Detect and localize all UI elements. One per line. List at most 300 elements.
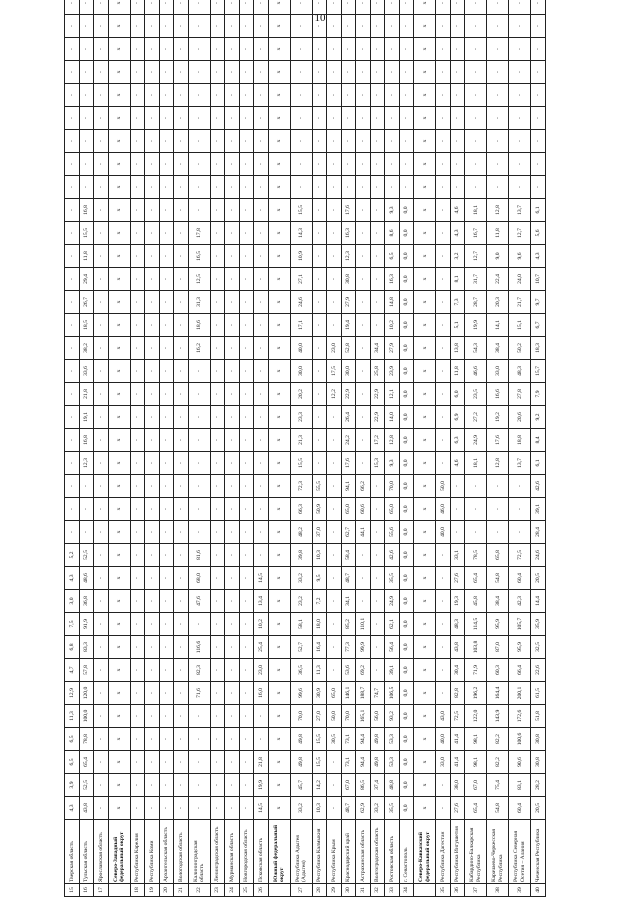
value-cell: - [174,475,189,498]
value-cell: x [268,567,290,590]
value-cell: - [239,590,254,613]
value-cell: - [159,728,174,751]
value-cell: 70,0 [385,475,400,498]
value-cell: 30,4 [450,659,465,682]
value-cell: x [414,751,436,774]
value-cell: - [145,383,160,406]
value-cell: 5,2 [65,544,80,567]
value-cell: x [108,498,130,521]
value-cell: - [327,406,342,429]
value-cell: - [254,314,269,337]
value-cell: - [239,567,254,590]
value-cell: 4,6 [450,199,465,222]
value-cell: - [188,774,210,797]
value-cell: - [465,61,487,84]
value-cell: - [356,452,371,475]
value-cell: - [188,429,210,452]
value-cell: - [312,107,327,130]
value-cell: - [254,406,269,429]
value-cell: - [145,452,160,475]
value-cell: - [436,314,451,337]
value-cell: 48,8 [385,774,400,797]
value-cell: x [414,544,436,567]
value-cell: - [436,774,451,797]
value-cell: - [356,544,371,567]
value-cell: 22,9 [341,383,356,406]
value-cell: - [225,567,240,590]
value-cell: - [130,567,145,590]
value-cell: - [509,130,531,153]
value-cell: 172,6 [509,705,531,728]
value-cell: x [108,429,130,452]
value-cell: x [268,682,290,705]
value-cell: - [210,15,225,38]
value-cell: - [341,38,356,61]
region-name-cell: Астраханская область [356,820,371,884]
value-cell: - [130,15,145,38]
value-cell: - [94,498,109,521]
value-cell: 0,0 [399,498,414,521]
value-cell: 14,0 [385,406,400,429]
table-row [225,0,240,897]
value-cell: - [174,659,189,682]
value-cell: 50,0 [327,705,342,728]
value-cell: - [254,383,269,406]
value-cell: - [145,498,160,521]
value-cell: - [436,107,451,130]
value-cell: - [159,291,174,314]
value-cell: 122,0 [465,705,487,728]
value-cell: 55,6 [385,521,400,544]
value-cell: - [356,268,371,291]
value-cell: - [225,498,240,521]
value-cell: - [239,751,254,774]
value-cell: 22,9 [370,406,385,429]
value-cell: - [312,199,327,222]
value-cell: - [385,107,400,130]
value-cell: - [94,337,109,360]
value-cell: - [356,38,371,61]
value-cell: x [108,567,130,590]
value-cell: 11,3 [65,705,80,728]
value-cell: - [174,751,189,774]
row-number-cell: 38 [487,884,509,897]
value-cell: - [487,130,509,153]
value-cell: x [268,107,290,130]
value-cell: 17,5 [327,360,342,383]
value-cell: 18,3 [531,337,546,360]
region-name-cell: Республика Карелия [130,820,145,884]
value-cell: 62,7 [341,521,356,544]
value-cell: 17,6 [487,429,509,452]
value-cell: 58,4 [341,544,356,567]
value-cell: 45,7 [290,774,312,797]
row-number-cell: 37 [465,884,487,897]
table-row [312,0,327,897]
value-cell: - [385,153,400,176]
value-cell: 86,5 [356,774,371,797]
value-cell: x [108,544,130,567]
value-cell: x [414,406,436,429]
value-cell: - [210,751,225,774]
value-cell: - [450,130,465,153]
value-cell: 40,0 [436,521,451,544]
value-cell: 73,1 [341,751,356,774]
value-cell: - [290,84,312,107]
value-cell: - [210,636,225,659]
value-cell: x [414,360,436,383]
row-number-cell: 33 [385,884,400,897]
value-cell: - [327,636,342,659]
value-cell: - [327,268,342,291]
value-cell: 10,3 [312,797,327,820]
value-cell: 65,0 [385,498,400,521]
value-cell: - [341,176,356,199]
value-cell: 62,1 [385,613,400,636]
value-cell: 72,5 [450,705,465,728]
value-cell: 65,0 [327,682,342,705]
value-cell: 30,8 [531,728,546,751]
value-cell: - [174,245,189,268]
value-cell: - [239,636,254,659]
value-cell: x [268,705,290,728]
value-cell: - [239,797,254,820]
value-cell: - [531,0,546,15]
region-name-cell: Южный федеральный округ [268,820,290,884]
value-cell: - [327,176,342,199]
value-cell: - [239,176,254,199]
value-cell: - [130,84,145,107]
value-cell: 116,6 [188,636,210,659]
value-cell: x [108,613,130,636]
value-cell: - [436,429,451,452]
value-cell: 72,3 [290,475,312,498]
value-cell: x [268,15,290,38]
value-cell: 68,0 [188,567,210,590]
value-cell: - [531,38,546,61]
value-cell: - [210,314,225,337]
value-cell: - [370,636,385,659]
value-cell: 19,4 [341,314,356,337]
value-cell: - [174,176,189,199]
value-cell: - [370,498,385,521]
value-cell: 15,5 [290,452,312,475]
value-cell: 10,9 [290,245,312,268]
value-cell: - [174,268,189,291]
value-cell: - [174,797,189,820]
value-cell: 53,6 [341,659,356,682]
value-cell: x [414,61,436,84]
region-name-cell: Республика Северная Осетия – Алания [509,820,531,884]
value-cell: - [254,84,269,107]
value-cell: - [356,406,371,429]
value-cell: 73,1 [341,728,356,751]
value-cell: 18,1 [465,452,487,475]
value-cell: - [145,751,160,774]
value-cell: - [370,38,385,61]
value-cell: - [254,107,269,130]
row-number-cell [414,884,436,897]
value-cell: 23,9 [385,360,400,383]
value-cell: - [225,61,240,84]
value-cell: x [108,797,130,820]
value-cell: - [130,314,145,337]
value-cell: 110,1 [356,613,371,636]
value-cell: 0,0 [399,774,414,797]
row-number-cell: 21 [174,884,189,897]
value-cell: x [108,659,130,682]
value-cell: - [210,107,225,130]
value-cell: 0,0 [399,268,414,291]
value-cell: 0,0 [399,199,414,222]
value-cell: x [268,360,290,383]
value-cell: 4,7 [65,659,80,682]
value-cell: 12,7 [465,245,487,268]
value-cell: - [65,15,80,38]
value-cell: x [268,337,290,360]
value-cell: - [225,245,240,268]
value-cell: 3,9 [65,774,80,797]
value-cell: - [145,153,160,176]
value-cell: - [327,245,342,268]
value-cell: 106,5 [385,682,400,705]
value-cell: - [356,199,371,222]
value-cell: - [65,199,80,222]
value-cell: - [210,360,225,383]
value-cell: - [145,314,160,337]
value-cell: 3,2 [450,245,465,268]
value-cell: - [509,475,531,498]
value-cell: - [225,590,240,613]
value-cell: - [370,475,385,498]
value-cell: - [65,245,80,268]
value-cell: - [79,130,94,153]
value-cell: - [145,613,160,636]
value-cell: 16,6 [487,383,509,406]
value-cell: - [159,268,174,291]
value-cell: 58,1 [290,613,312,636]
value-cell: x [268,38,290,61]
region-name-cell: Северо-Кавказский федеральный округ [414,820,436,884]
value-cell: 40,0 [290,337,312,360]
value-cell: - [145,659,160,682]
value-cell: - [385,84,400,107]
value-cell: - [312,406,327,429]
value-cell: - [356,176,371,199]
value-cell: - [239,659,254,682]
value-cell: - [210,84,225,107]
value-cell: - [327,498,342,521]
tariff-table [64,0,546,897]
value-cell: 7,9 [531,383,546,406]
value-cell: - [65,406,80,429]
value-cell: - [312,130,327,153]
value-cell: 20,6 [509,406,531,429]
value-cell: 27,9 [385,337,400,360]
value-cell: 54,8 [487,797,509,820]
value-cell: - [159,521,174,544]
value-cell: 37,4 [370,774,385,797]
value-cell: - [79,0,94,15]
value-cell: x [268,314,290,337]
value-cell: 9,5 [312,567,327,590]
value-cell: 30,9 [312,682,327,705]
table-row [450,0,465,897]
value-cell: 100,0 [79,705,94,728]
value-cell: - [509,107,531,130]
value-cell: - [130,38,145,61]
value-cell: - [239,153,254,176]
value-cell: x [108,107,130,130]
value-cell: - [65,360,80,383]
value-cell: - [370,245,385,268]
value-cell: - [254,15,269,38]
value-cell: - [341,0,356,15]
value-cell: 38,0 [450,774,465,797]
value-cell: - [65,0,80,15]
value-cell: - [327,291,342,314]
value-cell: x [268,544,290,567]
value-cell: - [210,130,225,153]
value-cell: - [130,774,145,797]
value-cell: 18,0 [312,613,327,636]
value-cell: - [174,153,189,176]
value-cell: 16,7 [465,222,487,245]
value-cell: - [239,15,254,38]
value-cell: 9,6 [509,245,531,268]
value-cell: x [108,774,130,797]
value-cell: - [210,61,225,84]
value-cell: x [414,337,436,360]
value-cell: 27,9 [341,291,356,314]
value-cell: - [327,314,342,337]
value-cell: - [210,774,225,797]
value-cell: - [239,130,254,153]
value-cell: - [130,61,145,84]
value-cell: 0,0 [399,705,414,728]
value-cell: - [436,337,451,360]
value-cell: - [174,199,189,222]
row-number-cell: 23 [210,884,225,897]
value-cell: - [188,728,210,751]
value-cell: 27,1 [290,268,312,291]
value-cell: - [531,176,546,199]
value-cell: 60,3 [487,659,509,682]
value-cell: - [436,61,451,84]
value-cell: 43,0 [436,705,451,728]
value-cell: 22,9 [370,383,385,406]
value-cell: x [108,314,130,337]
value-cell: - [465,0,487,15]
value-cell: - [94,452,109,475]
value-cell: - [174,682,189,705]
value-cell: - [174,38,189,61]
table-row [159,0,174,897]
value-cell: 0,0 [399,360,414,383]
value-cell: 20,5 [531,567,546,590]
value-cell: 0,0 [399,314,414,337]
value-cell: - [225,15,240,38]
value-cell: 21,7 [509,291,531,314]
value-cell: - [188,475,210,498]
value-cell: - [210,222,225,245]
value-cell: 81,6 [188,544,210,567]
value-cell: - [356,0,371,15]
value-cell: - [356,153,371,176]
value-cell: - [94,521,109,544]
value-cell: - [436,567,451,590]
row-number-cell: 22 [188,884,210,897]
value-cell: - [130,268,145,291]
value-cell: - [239,728,254,751]
value-cell: - [174,360,189,383]
value-cell: 94,4 [356,728,371,751]
value-cell: x [108,475,130,498]
value-cell: - [225,475,240,498]
value-cell: 7,2 [312,590,327,613]
value-cell: 6,1 [531,199,546,222]
value-cell: - [399,176,414,199]
value-cell: - [370,222,385,245]
value-cell: x [414,682,436,705]
value-cell: x [414,613,436,636]
value-cell: 25,4 [254,636,269,659]
value-cell: 4,6 [450,452,465,475]
value-cell: - [436,153,451,176]
value-cell: - [94,774,109,797]
region-name-cell: Ростовская область [385,820,400,884]
value-cell: 38,2 [79,337,94,360]
value-cell: 0,0 [399,636,414,659]
value-cell: 15,7 [531,360,546,383]
value-cell: - [94,199,109,222]
value-cell: - [65,314,80,337]
value-cell: - [327,429,342,452]
value-cell: - [239,774,254,797]
value-cell: - [487,475,509,498]
value-cell: - [312,314,327,337]
value-cell: - [225,705,240,728]
value-cell: - [225,613,240,636]
value-cell: 6,8 [65,636,80,659]
value-cell: x [414,199,436,222]
value-cell: - [239,107,254,130]
value-cell: - [174,567,189,590]
value-cell: - [225,659,240,682]
value-cell: x [268,291,290,314]
value-cell: 24,0 [509,268,531,291]
value-cell: 27,6 [450,567,465,590]
region-name-cell: Тульская область [79,820,94,884]
value-cell: - [94,751,109,774]
value-cell: 52,8 [341,337,356,360]
value-cell: 17,2 [370,429,385,452]
value-cell: 0,0 [399,659,414,682]
value-cell: 7,3 [450,291,465,314]
value-cell: - [436,544,451,567]
value-cell: - [130,797,145,820]
value-cell: - [239,705,254,728]
value-cell: - [356,337,371,360]
value-cell: 0,0 [399,567,414,590]
value-cell: 82,2 [487,728,509,751]
row-number-cell: 29 [327,884,342,897]
value-cell: 12,2 [327,383,342,406]
value-cell: 5,6 [531,222,546,245]
value-cell: - [385,0,400,15]
value-cell: x [268,84,290,107]
region-name-cell: Калининградская область [188,820,210,884]
